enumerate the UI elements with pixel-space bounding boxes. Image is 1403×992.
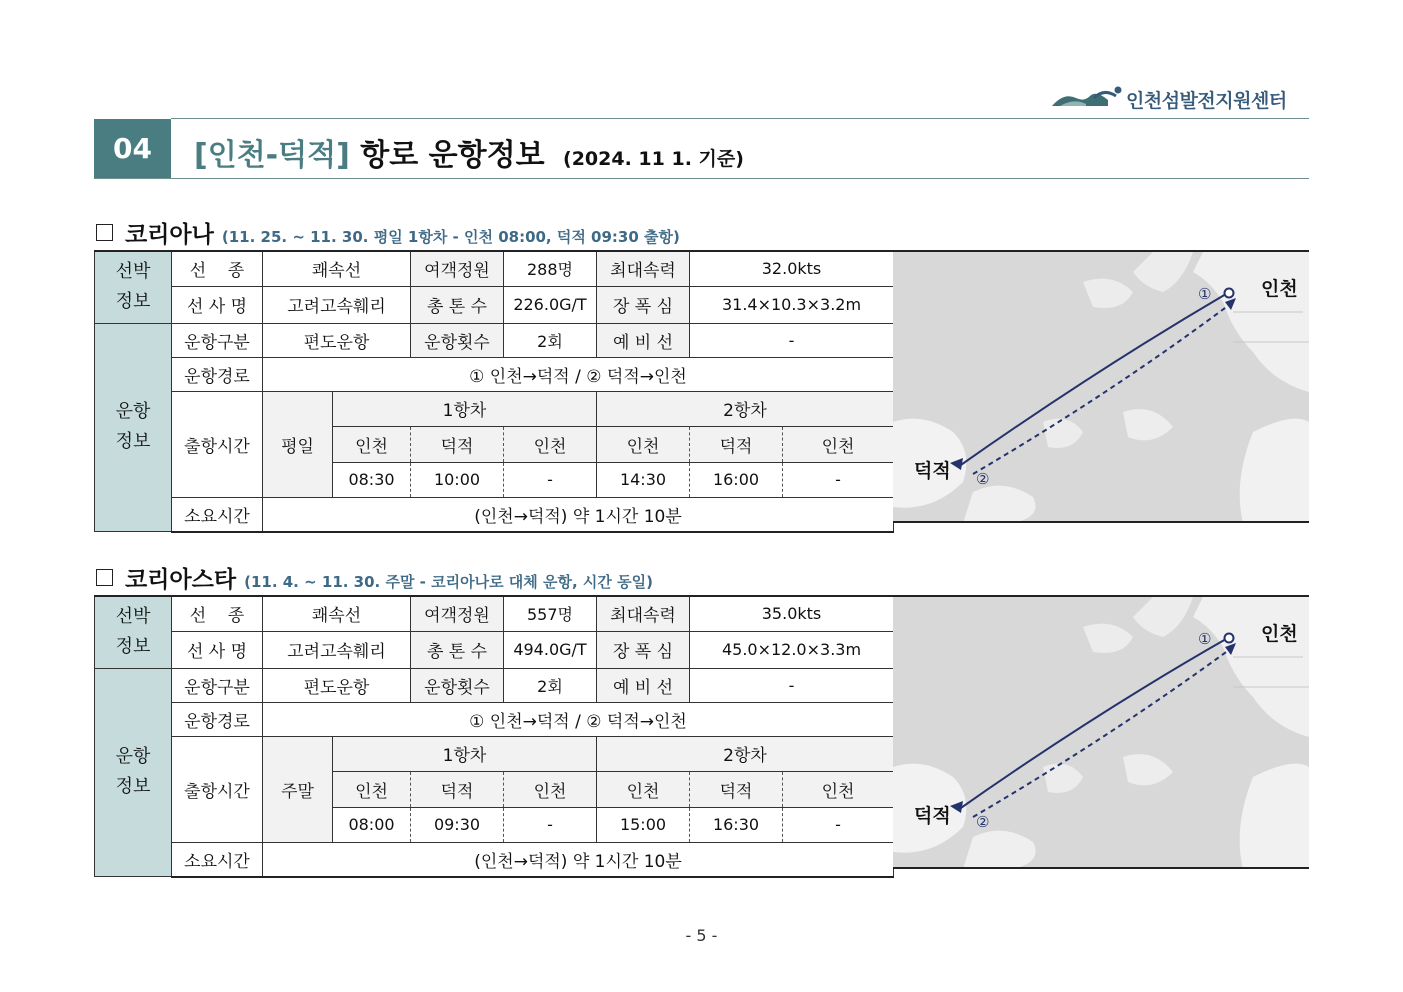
- label-capacity: 여객정원: [411, 251, 504, 286]
- trip-2-header: 2항차: [597, 391, 894, 426]
- value-ship-type: 쾌속선: [263, 251, 411, 286]
- label-departure-time: 출항시간: [172, 736, 263, 842]
- value-dimensions: 31.4×10.3×3.2m: [690, 286, 894, 323]
- time-cell: 10:00: [411, 462, 504, 497]
- value-tonnage: 494.0G/T: [504, 631, 597, 668]
- value-op-type: 편도운항: [263, 668, 411, 702]
- route-map-koreana: [893, 250, 1309, 523]
- value-company: 고려고속훼리: [263, 286, 411, 323]
- value-spare-ship: -: [690, 668, 894, 702]
- port-cell: 인천: [504, 771, 597, 807]
- port-cell: 인천: [333, 771, 411, 807]
- label-capacity: 여객정원: [411, 596, 504, 631]
- map-marker-2: ②: [976, 470, 990, 488]
- label-duration: 소요시간: [172, 842, 263, 877]
- time-cell: 15:00: [597, 807, 690, 842]
- ship-name: 코리아나: [125, 222, 214, 248]
- time-cell: -: [504, 807, 597, 842]
- time-cell: 16:00: [690, 462, 783, 497]
- label-spare-ship: 예 비 선: [597, 668, 690, 702]
- value-max-speed: 35.0kts: [690, 596, 894, 631]
- value-max-speed: 32.0kts: [690, 251, 894, 286]
- label-op-type: 운항구분: [172, 323, 263, 357]
- label-duration: 소요시간: [172, 497, 263, 532]
- time-cell: 08:30: [333, 462, 411, 497]
- title-bottom-rule: [94, 178, 1309, 179]
- label-ship-type: 선 종: [172, 596, 263, 631]
- port-cell: 인천: [333, 426, 411, 462]
- label-company: 선 사 명: [172, 631, 263, 668]
- ship-schedule-note: (11. 25. ~ 11. 30. 평일 1항차 - 인천 08:00, 덕적 09:30 출항): [221, 228, 680, 246]
- title-top-rule: [171, 118, 1309, 119]
- label-op-type: 운항구분: [172, 668, 263, 702]
- label-route: 운항경로: [172, 702, 263, 736]
- page-title: [194, 130, 744, 174]
- value-trip-count: 2회: [504, 323, 597, 357]
- label-dimensions: 장 폭 심: [597, 286, 690, 323]
- time-cell: -: [783, 807, 894, 842]
- title-date: (2024. 11 1. 기준): [563, 148, 744, 170]
- value-duration: (인천→덕적) 약 1시간 10분: [263, 842, 894, 877]
- label-dimensions: 장 폭 심: [597, 631, 690, 668]
- port-cell: 인천: [504, 426, 597, 462]
- value-route: ① 인천→덕적 / ② 덕적→인천: [263, 702, 894, 736]
- map-marker-1: ①: [1198, 285, 1212, 303]
- time-cell: 14:30: [597, 462, 690, 497]
- value-capacity: 288명: [504, 251, 597, 286]
- value-route: ① 인천→덕적 / ② 덕적→인천: [263, 357, 894, 391]
- ship-info-category: 선박 정보: [95, 251, 172, 323]
- logo-text: 인천섬발전지원센터: [1126, 90, 1287, 112]
- wave-logo-icon: [1050, 84, 1124, 110]
- center-logo: [1050, 84, 1310, 112]
- port-cell: 덕적: [690, 426, 783, 462]
- section-heading-koreana: [96, 216, 680, 249]
- time-cell: -: [504, 462, 597, 497]
- checkbox-square-icon: [96, 224, 113, 241]
- checkbox-square-icon: [96, 569, 113, 586]
- value-op-type: 편도운항: [263, 323, 411, 357]
- label-spare-ship: 예 비 선: [597, 323, 690, 357]
- ship-info-category: 선박 정보: [95, 596, 172, 668]
- section-heading-koreastar: [96, 561, 653, 594]
- label-departure-time: 출항시간: [172, 391, 263, 497]
- map-label-incheon: 인천: [1261, 278, 1298, 300]
- value-ship-type: 쾌속선: [263, 596, 411, 631]
- operation-info-category: 운항 정보: [95, 668, 172, 877]
- time-cell: 16:30: [690, 807, 783, 842]
- port-cell: 덕적: [411, 426, 504, 462]
- operation-info-category: 운항 정보: [95, 323, 172, 532]
- ship-info-table-koreana: [94, 250, 894, 533]
- port-cell: 인천: [783, 771, 894, 807]
- page-number: - 5 -: [685, 926, 718, 945]
- map-label-incheon: 인천: [1261, 623, 1298, 645]
- value-spare-ship: -: [690, 323, 894, 357]
- label-max-speed: 최대속력: [597, 596, 690, 631]
- label-tonnage: 총 톤 수: [411, 631, 504, 668]
- map-label-deokjeok: 덕적: [914, 805, 951, 827]
- title-main: 항로 운항정보: [360, 138, 545, 173]
- value-company: 고려고속훼리: [263, 631, 411, 668]
- label-route: 운항경로: [172, 357, 263, 391]
- map-graphic: [893, 597, 1309, 869]
- map-marker-1: ①: [1198, 630, 1212, 648]
- port-cell: 인천: [783, 426, 894, 462]
- map-marker-2: ②: [976, 813, 990, 831]
- value-capacity: 557명: [504, 596, 597, 631]
- port-cell: 인천: [597, 771, 690, 807]
- ship-name: 코리아스타: [125, 567, 237, 593]
- time-cell: -: [783, 462, 894, 497]
- day-type: 주말: [263, 736, 333, 842]
- map-label-deokjeok: 덕적: [914, 460, 951, 482]
- title-route: [인천-덕적]: [194, 138, 350, 173]
- label-tonnage: 총 톤 수: [411, 286, 504, 323]
- ship-info-table-koreastar: [94, 595, 894, 878]
- trip-1-header: 1항차: [333, 391, 597, 426]
- port-cell: 덕적: [411, 771, 504, 807]
- map-graphic: [893, 252, 1309, 523]
- label-trip-count: 운항횟수: [411, 323, 504, 357]
- section-number-badge: 04: [94, 119, 171, 178]
- trip-1-header: 1항차: [333, 736, 597, 771]
- label-trip-count: 운항횟수: [411, 668, 504, 702]
- time-cell: 08:00: [333, 807, 411, 842]
- port-cell: 덕적: [690, 771, 783, 807]
- trip-2-header: 2항차: [597, 736, 894, 771]
- label-ship-type: 선 종: [172, 251, 263, 286]
- label-company: 선 사 명: [172, 286, 263, 323]
- value-tonnage: 226.0G/T: [504, 286, 597, 323]
- label-max-speed: 최대속력: [597, 251, 690, 286]
- value-trip-count: 2회: [504, 668, 597, 702]
- port-cell: 인천: [597, 426, 690, 462]
- day-type: 평일: [263, 391, 333, 497]
- ship-schedule-note: (11. 4. ~ 11. 30. 주말 - 코리아나로 대체 운항, 시간 동일): [244, 573, 653, 591]
- value-dimensions: 45.0×12.0×3.3m: [690, 631, 894, 668]
- value-duration: (인천→덕적) 약 1시간 10분: [263, 497, 894, 532]
- time-cell: 09:30: [411, 807, 504, 842]
- route-map-koreastar: [893, 595, 1309, 869]
